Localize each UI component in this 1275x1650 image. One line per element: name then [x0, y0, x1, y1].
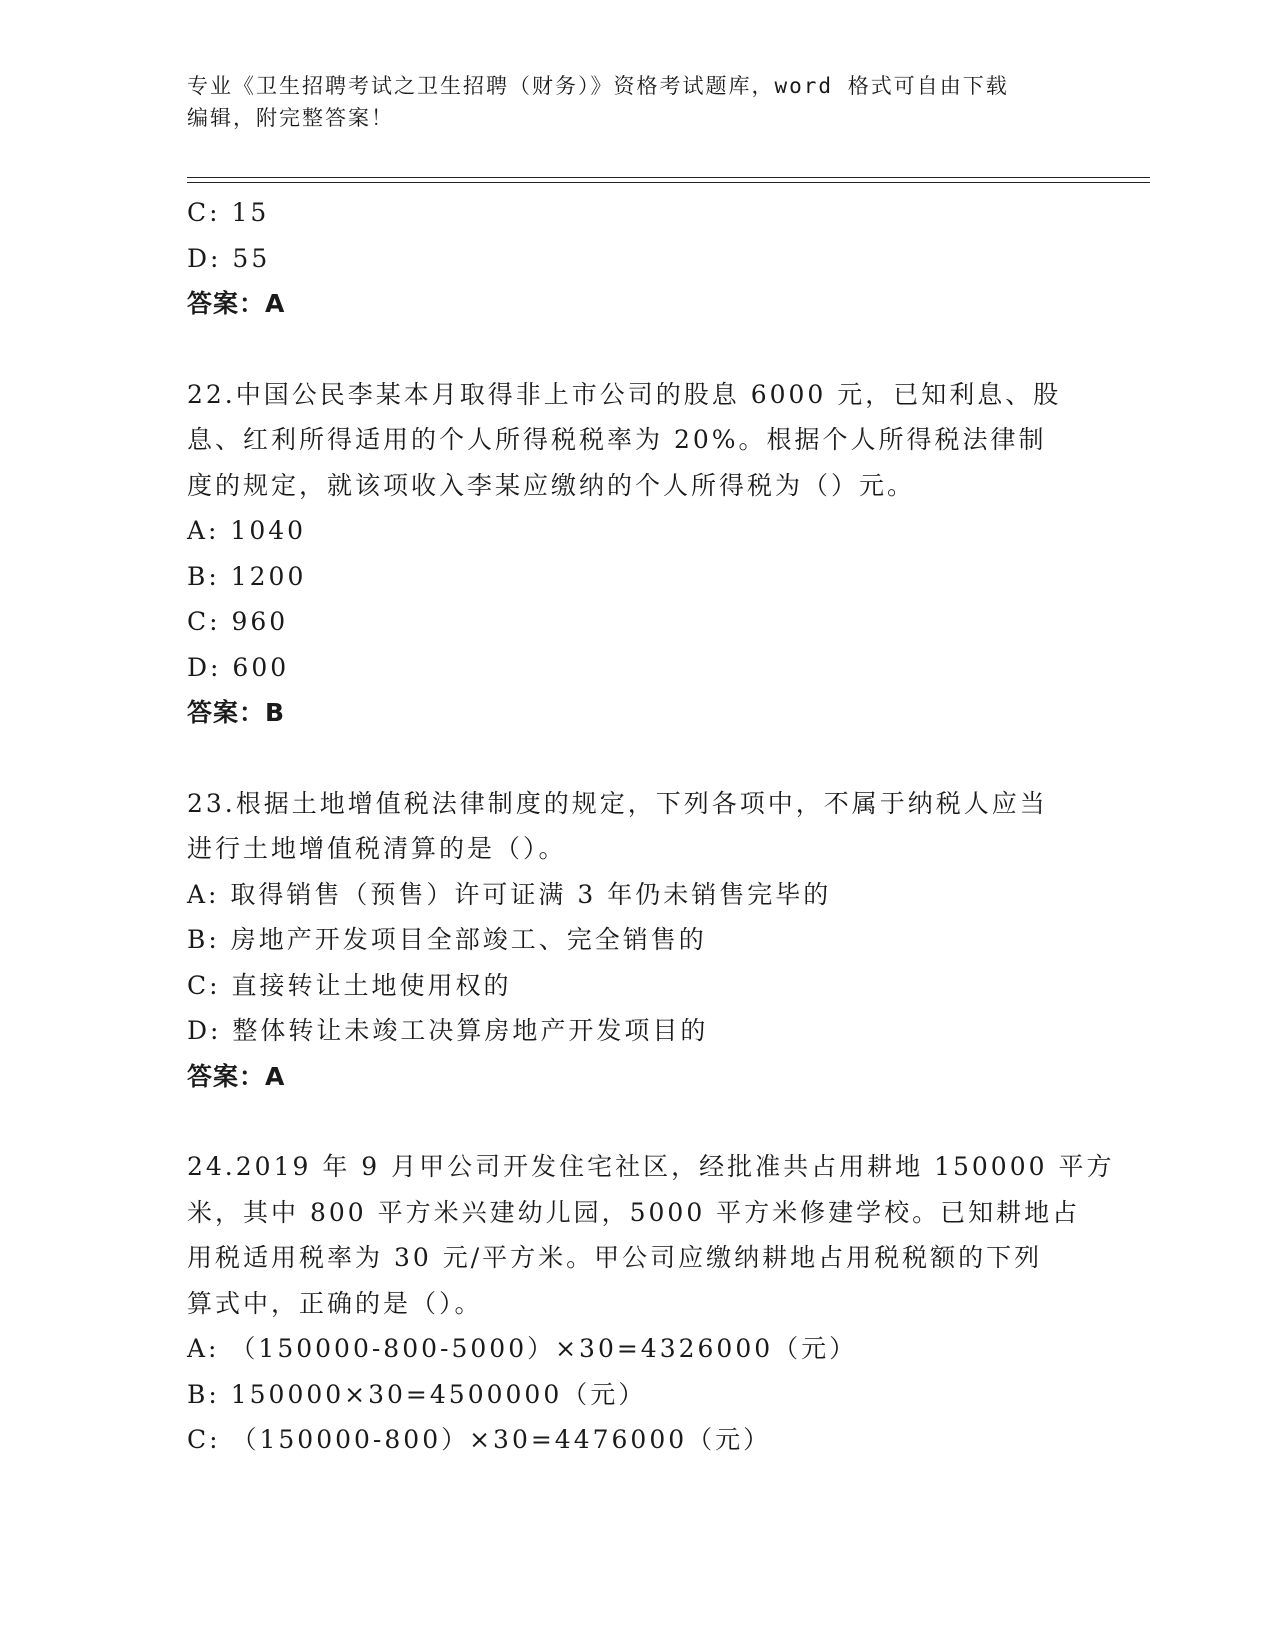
question-stem-line: 用税适用税率为 30 元/平方米。甲公司应缴纳耕地占用税税额的下列: [187, 1243, 1043, 1272]
question-22: [187, 372, 1087, 736]
option-d: D: 600: [187, 652, 290, 682]
header-divider-bottom: [187, 182, 1150, 183]
question-stem-line: 24.2019 年 9 月甲公司开发住宅社区，经批准共占用耕地 150000 平方: [187, 1152, 1115, 1181]
option-c: C: 直接转让土地使用权的: [187, 970, 512, 1000]
option-b: B: 房地产开发项目全部竣工、完全销售的: [187, 925, 707, 954]
question-stem-line: 度的规定，就该项收入李某应缴纳的个人所得税为（）元。: [187, 470, 916, 500]
question-stem-line: 23.根据土地增值税法律制度的规定，下列各项中，不属于纳税人应当: [187, 788, 1048, 818]
header-line-1: 专业《卫生招聘考试之卫生招聘（财务）》资格考试题库，word 格式可自由下载: [187, 74, 1009, 98]
option-a: A: 取得销售（预售）许可证满 3 年仍未销售完毕的: [187, 879, 832, 909]
document-header: [187, 70, 1087, 134]
question-stem-line: 进行土地增值税清算的是（）。: [187, 834, 567, 863]
answer: 答案：A: [187, 1061, 286, 1091]
question-23: [187, 781, 1087, 1100]
question-list: [187, 190, 1115, 1463]
option-c: C: 960: [187, 607, 289, 636]
option-a: A: 1040: [187, 516, 307, 545]
option-a: A: （150000-800-5000）×30=4326000（元）: [187, 1334, 858, 1363]
question-stem-line: 22.中国公民李某本月取得非上市公司的股息 6000 元，已知利息、股: [187, 379, 1062, 409]
option-d: D: 整体转让未竣工决算房地产开发项目的: [187, 1016, 709, 1045]
option-b: B: 1200: [187, 561, 307, 591]
header-line-2: 编辑，附完整答案！: [187, 106, 394, 130]
option-c: C: （150000-800）×30=4476000（元）: [187, 1425, 772, 1454]
answer: 答案：B: [187, 698, 286, 727]
question-21-tail: [187, 190, 1087, 327]
answer: 答案：A: [187, 289, 286, 318]
option-b: B: 150000×30=4500000（元）: [187, 1379, 647, 1409]
option-d: D: 55: [187, 243, 271, 273]
question-stem-line: 算式中，正确的是（）。: [187, 1288, 483, 1318]
question-stem-line: 息、红利所得适用的个人所得税税率为 20%。根据个人所得税法律制: [187, 425, 1047, 454]
option-c: C: 15: [187, 198, 270, 227]
question-24: [187, 1144, 1115, 1463]
question-stem-line: 米，其中 800 平方米兴建幼儿园，5000 平方米修建学校。已知耕地占: [187, 1197, 1081, 1227]
header-divider-top: [187, 177, 1150, 178]
